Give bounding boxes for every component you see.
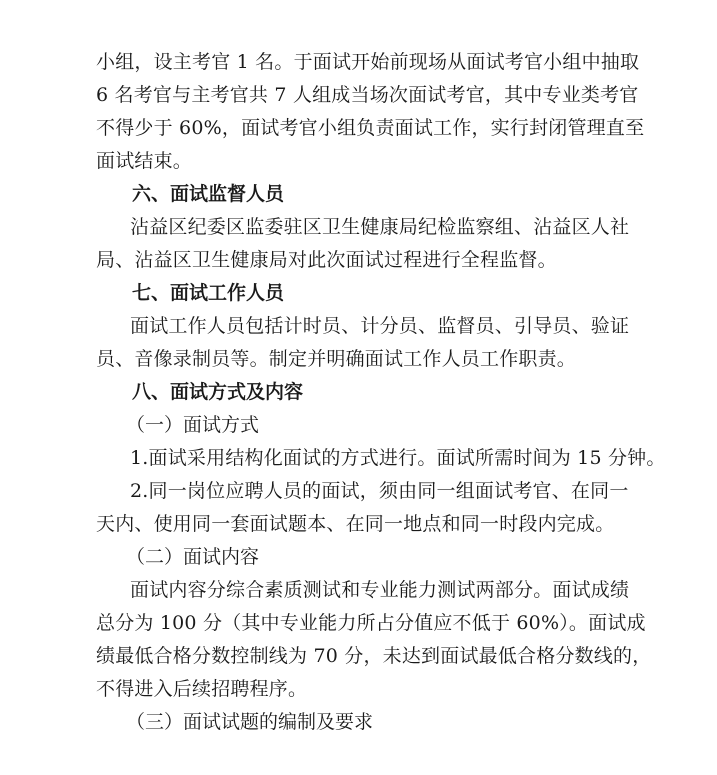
paragraph-line: 2.同一岗位应聘人员的面试，须由同一组面试考官、在同一	[130, 480, 629, 502]
subsection-heading-3: （三）面试试题的编制及要求	[126, 711, 374, 733]
paragraph-line: 小组，设主考官 1 名。于面试开始前现场从面试考官小组中抽取	[96, 51, 640, 73]
paragraph-line: 面试工作人员包括计时员、计分员、监督员、引导员、验证	[130, 315, 630, 337]
paragraph-line: 6 名考官与主考官共 7 人组成当场次面试考官，其中专业类考官	[96, 84, 639, 106]
paragraph-line: 不得少于 60%，面试考官小组负责面试工作，实行封闭管理直至	[96, 117, 645, 139]
paragraph-line: 1.面试采用结构化面试的方式进行。面试所需时间为 15 分钟。	[130, 447, 666, 469]
paragraph-line: 不得进入后续招聘程序。	[96, 678, 308, 700]
subsection-heading-2: （二）面试内容	[126, 546, 260, 568]
paragraph-line: 天内、使用同一套面试题本、在同一地点和同一时段内完成。	[96, 513, 615, 535]
paragraph-line: 面试内容分综合素质测试和专业能力测试两部分。面试成绩	[130, 579, 630, 601]
paragraph-line: 员、音像录制员等。制定并明确面试工作人员工作职责。	[96, 348, 577, 370]
subsection-heading-1: （一）面试方式	[126, 414, 260, 436]
section-heading-6: 六、面试监督人员	[132, 183, 285, 205]
paragraph-line: 绩最低合格分数控制线为 70 分，未达到面试最低合格分数线的，	[96, 645, 652, 667]
paragraph-line: 总分为 100 分（其中专业能力所占分值应不低于 60%）。面试成	[96, 612, 646, 634]
paragraph-line: 局、沾益区卫生健康局对此次面试过程进行全程监督。	[96, 249, 557, 271]
section-heading-8: 八、面试方式及内容	[132, 381, 304, 403]
paragraph-line: 面试结束。	[96, 150, 193, 172]
section-heading-7: 七、面试工作人员	[132, 282, 285, 304]
paragraph-line: 沾益区纪委区监委驻区卫生健康局纪检监察组、沾益区人社	[130, 216, 630, 238]
